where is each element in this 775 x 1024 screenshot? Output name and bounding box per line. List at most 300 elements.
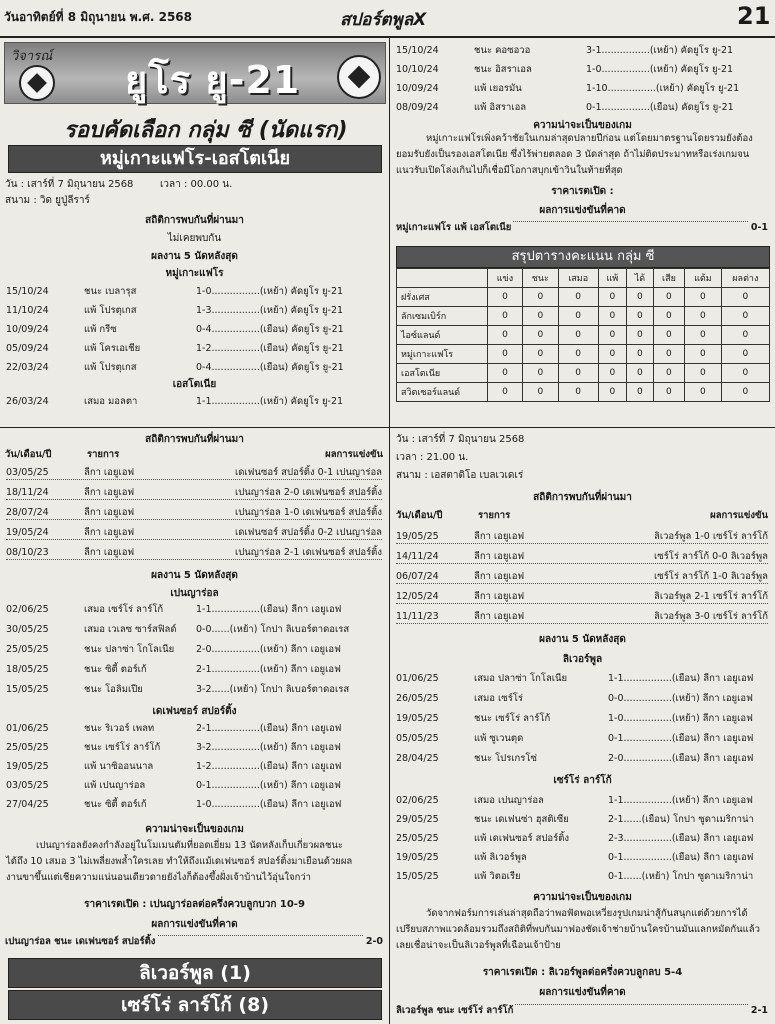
match-opponent: ชนะ ซิตี้ ตอร์เก้	[84, 799, 147, 810]
form-row	[6, 779, 382, 792]
match-opponent: แพ้ เยอรมัน	[474, 83, 522, 94]
match-result: 1-1................(เหย้า) ลีกา เอยูเอฟ	[608, 795, 753, 806]
page-header	[0, 0, 775, 36]
match-opponent: แพ้ โปรตุเกส	[84, 362, 137, 373]
standings-col-header: เสีย	[653, 269, 684, 288]
match1-title-bar: หมู่เกาะแฟโร-เอสโตเนีย	[8, 145, 382, 173]
form-row	[396, 63, 772, 76]
match-competition: ลีกา เอยูเอฟ	[474, 551, 525, 562]
form-row	[396, 692, 768, 705]
form-row	[6, 342, 382, 355]
form-row	[6, 361, 382, 374]
form-row	[6, 395, 382, 408]
match-date: 25/05/25	[6, 742, 49, 753]
match1-time: เวลา : 00.00 น.	[160, 179, 233, 190]
match-competition: ลีกา เอยูเอฟ	[84, 487, 135, 498]
form-row	[396, 732, 768, 745]
match-result: 2-1................(เหย้า) ลีกา เอยูเอฟ	[196, 664, 341, 675]
match-result: 1-0................(เหย้า) คัดยูโร ยู-21	[586, 64, 734, 75]
form-row	[6, 722, 382, 735]
match-result: เซร์โร่ ลาร์โก้ 0-0 ลิเวอร์พูล	[654, 551, 768, 562]
form-row	[396, 870, 768, 883]
match-date: 26/05/25	[396, 693, 439, 704]
match-competition: ลีกา เอยูเอฟ	[84, 527, 135, 538]
match-opponent: เสมอ เปนญาร่อล	[474, 795, 544, 806]
match1-h2h-title: สถิติการพบกันที่ผ่านมา	[145, 215, 244, 226]
match-date: 27/04/25	[6, 799, 49, 810]
match3-pred-score: 2-1	[750, 1005, 768, 1016]
form-row	[396, 82, 772, 95]
column-divider-top	[389, 38, 390, 428]
standings-value: 0	[721, 288, 769, 307]
standings-value: 0	[721, 345, 769, 364]
standings-value: 0	[488, 307, 523, 326]
match-competition: ลีกา เอยูเอฟ	[474, 611, 525, 622]
standings-value: 0	[522, 383, 558, 402]
standings-team: ไอซ์แลนด์	[397, 326, 488, 345]
match-date: 22/03/24	[6, 362, 49, 373]
col-result-header: ผลการแข่งขัน	[710, 510, 768, 521]
form-row	[396, 44, 772, 57]
standings-value: 0	[653, 383, 684, 402]
match-date: 19/05/25	[6, 761, 49, 772]
standings-col-header: เสมอ	[558, 269, 598, 288]
match-date: 01/06/25	[396, 673, 439, 684]
match-date: 25/05/25	[6, 644, 49, 655]
h2h-row	[396, 570, 768, 584]
match3-pred-title: ผลการแข่งขันที่คาด	[539, 987, 626, 998]
match-result: 0-4................(เยือน) คัดยูโร ยู-21	[196, 324, 344, 335]
match-opponent: เสมอ ปลาซ่า โกโลเนีย	[474, 673, 568, 684]
standings-value: 0	[598, 364, 627, 383]
match-opponent: แพ้ เดเฟนซอร์ สปอร์ติ้ง	[474, 833, 570, 844]
match-date: 19/05/24	[6, 527, 49, 538]
match1-team-b: เอสโตเนีย	[172, 379, 217, 390]
h2h-row	[6, 486, 382, 500]
match-date: 15/05/25	[6, 684, 49, 695]
match2-pred-title: ผลการแข่งขันที่คาด	[151, 919, 238, 930]
match3-odds: ราคาเรตเปิด : ลิเวอร์พูลต่อครึ่งควบลูกลบ 5-4	[482, 967, 683, 978]
standings-value: 0	[598, 345, 627, 364]
standings-row	[397, 345, 770, 364]
standings-value: 0	[558, 383, 598, 402]
section-divider	[0, 427, 775, 428]
match-opponent: แพ้ โปรตุเกส	[84, 305, 137, 316]
standings-value: 0	[598, 288, 627, 307]
match1-prob-text	[396, 131, 770, 179]
match-date: 10/09/24	[396, 83, 439, 94]
match-date: 28/04/25	[396, 753, 439, 764]
h2h-row	[396, 530, 768, 544]
match-date: 15/10/24	[396, 45, 439, 56]
standings-value: 0	[558, 364, 598, 383]
standings-team: หมู่เกาะแฟโร	[397, 345, 488, 364]
match-date: 11/11/23	[396, 611, 439, 622]
h2h-row	[6, 526, 382, 540]
match-date: 28/07/24	[6, 507, 49, 518]
match-result: เปนญาร่อล 1-0 เดเฟนซอร์ สปอร์ติ้ง	[235, 507, 382, 518]
standings-col-header: ชนะ	[522, 269, 558, 288]
match-date: 25/05/25	[396, 833, 439, 844]
match-opponent: แพ้ นาซิออนนาล	[84, 761, 154, 772]
soccer-ball-icon	[337, 55, 381, 99]
match-result: 1-2................(เยือน) ลีกา เอยูเอฟ	[196, 761, 342, 772]
paragraph-line: เลยเชื่อน่าจะเป็นลิเวอร์พูลที่เฉือนเจ้าป้าย	[396, 940, 561, 951]
match-result: 0-0......(เหย้า) โกปา ลิเบอร์ตาดอเรส	[196, 624, 350, 635]
match-result: 0-1................(เยือน) คัดยูโร ยู-21	[586, 102, 734, 113]
match-opponent: แพ้ เปนญาร่อล	[84, 780, 146, 791]
standings-value: 0	[685, 326, 722, 345]
match-date: 30/05/25	[6, 624, 49, 635]
standings-value: 0	[522, 326, 558, 345]
match-result: 3-2................(เหย้า) ลีกา เอยูเอฟ	[196, 742, 341, 753]
match-opponent: ชนะ โปรเกรโซ่	[474, 753, 537, 764]
soccer-ball-icon	[19, 65, 55, 101]
match2-team-b: เดเฟนซอร์ สปอร์ติ้ง	[152, 706, 237, 717]
match1-venue: สนาม : วิด ยูปู่ลีราร์	[5, 195, 90, 206]
form-row	[396, 832, 768, 845]
paragraph-line: แนวรับเปิดโล่งเกินไปก็เชื่อมีโอกาสบุกเข้าวินในท้ายที่สุด	[396, 165, 623, 176]
match-opponent: แพ้ วิตอเรีย	[474, 871, 521, 882]
round-title: รอบคัดเลือก กลุ่ม ซี (นัดแรก)	[64, 118, 348, 143]
match-date: 12/05/24	[396, 591, 439, 602]
standings-value: 0	[685, 307, 722, 326]
match-date: 15/05/25	[396, 871, 439, 882]
standings-col-header: แต้ม	[685, 269, 722, 288]
match-date: 05/09/24	[6, 343, 49, 354]
match-date: 03/05/25	[6, 780, 49, 791]
standings-row	[397, 326, 770, 345]
match2-prob-text	[6, 838, 386, 886]
paragraph-line: งานขาขึ้นแต่เชียความแน่นอนเดียวดายยังไงก็ต้องขึ้งฝั่งเจ้าบ้านไว้อุ่นใจกว่า	[6, 872, 311, 883]
match-date: 10/09/24	[6, 324, 49, 335]
standings-value: 0	[598, 326, 627, 345]
match-result: 1-10................(เหย้า) คัดยูโร ยู-21	[586, 83, 740, 94]
banner-kicker: วิจารณ์	[11, 49, 53, 64]
paragraph-line: ได้ถึง 10 เสมอ 3 ไม่เพลี่ยงพล้ำใครเลย ทำให้ถึงแม้เดเฟนซอร์ สปอร์ติ้งมาเยือนด้วยผล	[6, 856, 353, 867]
standings-value: 0	[488, 345, 523, 364]
standings-value: 0	[721, 326, 769, 345]
form-row	[396, 712, 768, 725]
form-row	[6, 663, 382, 676]
match-opponent: ชนะ เซร์โร่ ลาร์โก้	[474, 713, 551, 724]
header-date: วันอาทิตย์ที่ 8 มิถุนายน พ.ศ. 2568	[4, 10, 192, 24]
match-date: 05/05/25	[396, 733, 439, 744]
match-date: 10/10/24	[396, 64, 439, 75]
match2-prob-title: ความน่าจะเป็นของเกม	[145, 824, 244, 835]
standings-value: 0	[685, 364, 722, 383]
match-date: 08/10/23	[6, 547, 49, 558]
match-result: 2-3................(เยือน) ลีกา เอยูเอฟ	[608, 833, 754, 844]
h2h-row	[6, 546, 382, 560]
match2-h2h-title: สถิติการพบกันที่ผ่านมา	[145, 434, 244, 445]
banner-title: ยูโร ยู-21	[125, 58, 301, 102]
match-date: 02/06/25	[6, 604, 49, 615]
standings-value: 0	[522, 345, 558, 364]
brand-logo: สปอร์ตพูลX	[340, 10, 427, 30]
match-result: 0-4................(เยือน) คัดยูโร ยู-21	[196, 362, 344, 373]
standings-col-header: แพ้	[598, 269, 627, 288]
form-row	[396, 794, 768, 807]
match1-pred: หมู่เกาะแฟโร แพ้ เอสโตเนีย	[396, 222, 512, 233]
match-result: เดเฟนซอร์ สปอร์ติ้ง 0-2 เปนญาร่อล	[235, 527, 382, 538]
match-result: ลิเวอร์พูล 1-0 เซร์โร่ ลาร์โก้	[654, 531, 768, 542]
form-row	[396, 672, 768, 685]
match-date: 15/10/24	[6, 286, 49, 297]
match-result: 1-0................(เยือน) ลีกา เอยูเอฟ	[196, 799, 342, 810]
match-result: ลิเวอร์พูล 2-1 เซร์โร่ ลาร์โก้	[654, 591, 768, 602]
standings-value: 0	[558, 326, 598, 345]
standings-team: ฝรั่งเศส	[397, 288, 488, 307]
standings-value: 0	[522, 307, 558, 326]
match-result: 3-1................(เหย้า) คัดยูโร ยู-21	[586, 45, 734, 56]
match-date: 18/11/24	[6, 487, 49, 498]
match-date: 19/05/25	[396, 531, 439, 542]
match-result: 0-1................(เยือน) ลีกา เอยูเอฟ	[608, 733, 754, 744]
standings-value: 0	[685, 288, 722, 307]
standings-col-header: แข่ง	[488, 269, 523, 288]
standings-row	[397, 288, 770, 307]
match-date: 19/05/25	[396, 852, 439, 863]
match1-pred-title: ผลการแข่งขันที่คาด	[539, 205, 626, 216]
form-row	[396, 813, 768, 826]
match-opponent: ชนะ อิสราเอล	[474, 64, 532, 75]
match2-odds: ราคาเรตเปิด : เปนญาร่อลต่อครึ่งควบลูกบวก 10-9	[84, 899, 305, 910]
h2h-row	[396, 590, 768, 604]
match-result: 1-1................(เยือน) ลีกา เอยูเอฟ	[196, 604, 342, 615]
match-result: 0-1......(เหย้า) โกปา ซูดาเมริกาน่า	[608, 871, 754, 882]
column-divider-bottom	[389, 428, 390, 1024]
match-competition: ลีกา เอยูเอฟ	[84, 547, 135, 558]
match-opponent: แพ้ อิสราเอล	[474, 102, 527, 113]
match3-home-bar: ลิเวอร์พูล (1)	[8, 958, 382, 988]
h2h-row	[6, 466, 382, 480]
match-result: 0-1................(เยือน) ลีกา เอยูเอฟ	[608, 852, 754, 863]
match-opponent: ชนะ ริเวอร์ เพลท	[84, 723, 155, 734]
match3-team-a: ลิเวอร์พูล	[562, 654, 603, 665]
standings-title: สรุปตารางคะแนน กลุ่ม ซี	[396, 246, 770, 268]
match-result: 2-0................(เหย้า) ลีกา เอยูเอฟ	[196, 644, 341, 655]
h2h-row	[396, 610, 768, 624]
match-date: 11/10/24	[6, 305, 49, 316]
standings-col-header: ได้	[627, 269, 654, 288]
h2h-row	[396, 550, 768, 564]
match-date: 03/05/25	[6, 467, 49, 478]
match-opponent: ชนะ โอลิมเปีย	[84, 684, 143, 695]
standings-row	[397, 307, 770, 326]
standings-value: 0	[685, 345, 722, 364]
standings-value: 0	[522, 288, 558, 307]
match-date: 14/11/24	[396, 551, 439, 562]
standings-team: เอสโตเนีย	[397, 364, 488, 383]
form-row	[396, 101, 772, 114]
match-competition: ลีกา เอยูเอฟ	[474, 531, 525, 542]
standings-value: 0	[627, 364, 654, 383]
match-date: 02/06/25	[396, 795, 439, 806]
match-result: 2-0................(เยือน) ลีกา เอยูเอฟ	[608, 753, 754, 764]
match-date: 06/07/24	[396, 571, 439, 582]
match-date: 19/05/25	[396, 713, 439, 724]
col-date-header: วัน/เดือน/ปี	[5, 449, 52, 460]
match-result: ลิเวอร์พูล 3-0 เซร์โร่ ลาร์โก้	[654, 611, 768, 622]
match-result: เปนญาร่อล 2-1 เดเฟนซอร์ สปอร์ติ้ง	[235, 547, 382, 558]
paragraph-line: หมู่เกาะแฟโรเพิ่งคว้าชัยในเกมล่าสุดปลายปีก่อน แต่โดยมาตรฐานโดยรวมยังต้อง	[426, 133, 753, 144]
match3-away-bar: เซร์โร่ ลาร์โก้ (8)	[8, 990, 382, 1020]
standings-row	[397, 364, 770, 383]
match3-pred-row	[396, 1004, 768, 1016]
match-opponent: ชนะ เบลารุส	[84, 286, 137, 297]
match-result: 1-3................(เหย้า) คัดยูโร ยู-21	[196, 305, 344, 316]
form-row	[6, 798, 382, 811]
match-result: 2-1......(เยือน) โกปา ซูดาเมริกาน่า	[608, 814, 754, 825]
match-result: 2-1................(เยือน) ลีกา เอยูเอฟ	[196, 723, 342, 734]
standings-value: 0	[653, 307, 684, 326]
col-list-header: รายการ	[87, 449, 120, 460]
match3-time: เวลา : 21.00 น.	[396, 452, 469, 463]
standings-value: 0	[558, 288, 598, 307]
standings-value: 0	[522, 364, 558, 383]
match-result: 1-1................(เยือน) ลีกา เอยูเอฟ	[608, 673, 754, 684]
match3-prob-text	[396, 906, 770, 954]
match-competition: ลีกา เอยูเอฟ	[84, 467, 135, 478]
match-date: 08/09/24	[396, 102, 439, 113]
match1-date: วัน : เสาร์ที่ 7 มิถุนายน 2568	[5, 179, 134, 190]
form-row	[6, 643, 382, 656]
match1-h2h-none: ไม่เคยพบกัน	[167, 233, 222, 244]
form-row	[6, 285, 382, 298]
match-date: 29/05/25	[396, 814, 439, 825]
form-row	[6, 304, 382, 317]
match-result: 0-0................(เหย้า) ลีกา เอยูเอฟ	[608, 693, 753, 704]
standings-value: 0	[721, 307, 769, 326]
match3-venue: สนาม : เอสตาดิโอ เบลเวเดเร่	[396, 470, 524, 481]
match-result: เปนญาร่อล 2-0 เดเฟนซอร์ สปอร์ติ้ง	[235, 487, 382, 498]
standings-value: 0	[558, 307, 598, 326]
col-date-header: วัน/เดือน/ปี	[396, 510, 443, 521]
form-row	[396, 851, 768, 864]
match-result: เซร์โร่ ลาร์โก้ 1-0 ลิเวอร์พูล	[654, 571, 768, 582]
paragraph-line: วัดจากฟอร์มการเล่นล่าสุดถือว่าพอฟัดพอเหวี่ยงรูปเกมน่าสู้กันสนุกแต่ด้วยการได้	[426, 908, 748, 919]
match-opponent: แพ้ ซูเวนตุด	[474, 733, 524, 744]
match2-pred: เปนญาร่อล ชนะ เดเฟนซอร์ สปอร์ติ้ง	[5, 936, 156, 947]
match-opponent: แพ้ โครเอเชีย	[84, 343, 141, 354]
match-result: 1-0................(เหย้า) คัดยูโร ยู-21	[196, 286, 344, 297]
match-competition: ลีกา เอยูเอฟ	[84, 507, 135, 518]
standings-value: 0	[598, 383, 627, 402]
standings-value: 0	[685, 383, 722, 402]
standings-row	[397, 383, 770, 402]
match-opponent: ชนะ เซร์โร่ ลาร์โก้	[84, 742, 161, 753]
match-date: 18/05/25	[6, 664, 49, 675]
match-competition: ลีกา เอยูเอฟ	[474, 571, 525, 582]
match3-pred: ลิเวอร์พูล ชนะ เซร์โร่ ลาร์โก้	[396, 1005, 514, 1016]
standings-col-header: ผลต่าง	[721, 269, 769, 288]
match3-h2h-title: สถิติการพบกันที่ผ่านมา	[533, 492, 632, 503]
standings-value: 0	[653, 345, 684, 364]
match-opponent: เสมอ เวเลซ ซาร์สฟิลด์	[84, 624, 177, 635]
match2-form-title: ผลงาน 5 นัดหลังสุด	[151, 570, 238, 581]
match2-pred-score: 2-0	[365, 936, 383, 947]
match3-date: วัน : เสาร์ที่ 7 มิถุนายน 2568	[396, 434, 525, 445]
match-opponent: ชนะ ซิตี้ ตอร์เก้	[84, 664, 147, 675]
standings-team: สวิตเซอร์แลนด์	[397, 383, 488, 402]
form-row	[6, 323, 382, 336]
standings-value: 0	[627, 326, 654, 345]
h2h-row	[6, 506, 382, 520]
standings-value: 0	[627, 383, 654, 402]
match1-odds: ราคาเรตเปิด :	[551, 186, 614, 197]
standings-value: 0	[488, 288, 523, 307]
match-competition: ลีกา เอยูเอฟ	[474, 591, 525, 602]
match-result: 1-2................(เยือน) คัดยูโร ยู-21	[196, 343, 344, 354]
match3-team-b: เซร์โร่ ลาร์โก้	[553, 775, 612, 786]
form-row	[396, 752, 768, 765]
form-row	[6, 623, 382, 636]
match1-pred-score: 0-1	[750, 222, 768, 233]
standings-team-header	[397, 269, 488, 288]
standings-value: 0	[653, 364, 684, 383]
euro-banner	[4, 42, 386, 104]
standings-value: 0	[488, 383, 523, 402]
standings-value: 0	[558, 345, 598, 364]
form-row	[6, 683, 382, 696]
paragraph-line: ยอมรับยังเป็นรองเอสโตเนีย ซึ่งไร้พ่ายตลอด 3 นัดล่าสุด ถ้าไม่ติดประมาทหรือเร่งเกมจน	[396, 149, 750, 160]
match1-pred-row	[396, 221, 768, 233]
form-row	[6, 741, 382, 754]
match3-prob-title: ความน่าจะเป็นของเกม	[533, 892, 632, 903]
match-opponent: แพ้ กรีซ	[84, 324, 117, 335]
standings-table	[396, 268, 770, 402]
standings-value: 0	[653, 326, 684, 345]
match1-prob-title: ความน่าจะเป็นของเกม	[533, 120, 632, 131]
match-result: 0-1................(เหย้า) ลีกา เอยูเอฟ	[196, 780, 341, 791]
match-result: 3-2......(เหย้า) โกปา ลิเบอร์ตาดอเรส	[196, 684, 350, 695]
page-number: 21	[737, 2, 771, 30]
match-opponent: แพ้ ลิเวอร์พูล	[474, 852, 527, 863]
form-row	[6, 603, 382, 616]
header-divider	[0, 36, 775, 38]
match-opponent: เสมอ เซร์โร่ ลาร์โก้	[84, 604, 164, 615]
standings-value: 0	[598, 307, 627, 326]
standings-value: 0	[721, 364, 769, 383]
match-opponent: ชนะ เดเฟนซ่า ฮุสติเซีย	[474, 814, 569, 825]
standings-value: 0	[653, 288, 684, 307]
standings-value: 0	[488, 364, 523, 383]
match1-form-title: ผลงาน 5 นัดหลังสุด	[151, 251, 238, 262]
standings-team: ลักเซมเบิร์ก	[397, 307, 488, 326]
match-result: เดเฟนซอร์ สปอร์ติ้ง 0-1 เปนญาร่อล	[235, 467, 382, 478]
match-opponent: ชนะ คอซอวอ	[474, 45, 531, 56]
form-row	[6, 760, 382, 773]
paragraph-line: เปรียบสภาพแวดล้อมรวมถึงสถิติที่พบกันมาฟองชัดเจ้าช่ายบ้านใครบ้านมันแลกหมัดกันแล้ว	[396, 924, 760, 935]
match-opponent: เสมอ มอลตา	[84, 396, 138, 407]
match-opponent: เสมอ เซร์โร่	[474, 693, 524, 704]
match-date: 01/06/25	[6, 723, 49, 734]
match-result: 1-1................(เหย้า) คัดยูโร ยู-21	[196, 396, 344, 407]
standings-value: 0	[488, 326, 523, 345]
paragraph-line: เปนญาร่อลยังคงกำลังอยู่ในโมเมนตัมที่ยอดเยี่ยม 13 นัดหลังเก็บเกี่ยวผลชนะ	[36, 840, 344, 851]
match-opponent: ชนะ ปลาซ่า โกโลเนีย	[84, 644, 175, 655]
standings-value: 0	[721, 383, 769, 402]
match1-team-a: หมู่เกาะแฟโร	[165, 268, 224, 279]
col-list-header: รายการ	[478, 510, 511, 521]
match2-team-a: เปนญาร่อล	[170, 588, 219, 599]
standings-value: 0	[627, 345, 654, 364]
match-result: 1-0................(เหย้า) ลีกา เอยูเอฟ	[608, 713, 753, 724]
standings-value: 0	[627, 288, 654, 307]
col-result-header: ผลการแข่งขัน	[325, 449, 383, 460]
match3-form-title: ผลงาน 5 นัดหลังสุด	[539, 634, 626, 645]
